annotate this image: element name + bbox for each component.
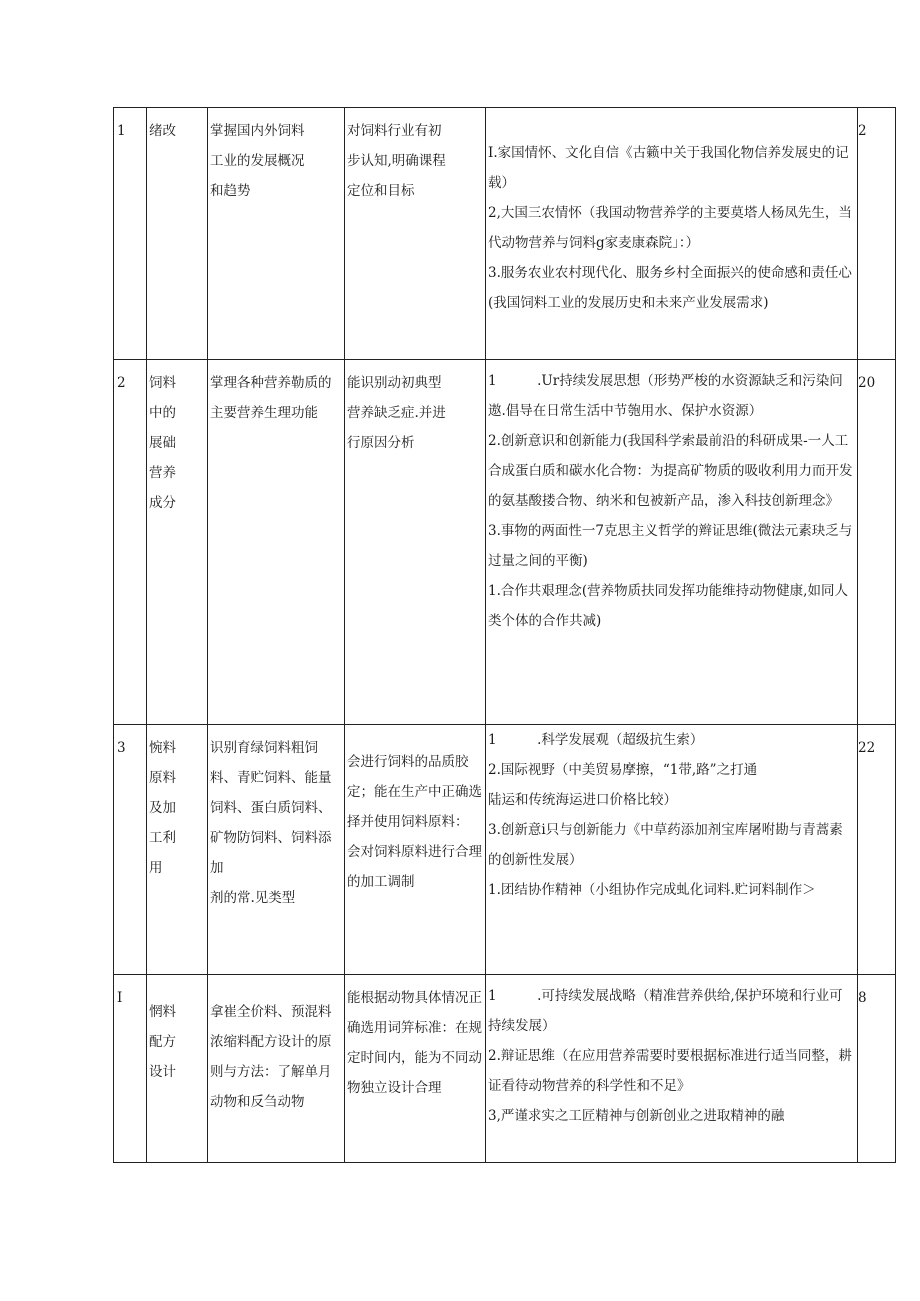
class-hours: 2 [858,108,896,360]
curriculum-table [113,107,896,1163]
chapter-title: 绪改 [147,108,208,360]
row-number: 1 [114,108,147,360]
ideological-content: I.家国情怀、文化自信《古籁中关于我国化物信养发展史的记载） 2,大国三农情怀（我国动物营养学的主要莫塔人杨凤先生，当代动物营养与饲料g家麦康森院」：） 3.服务农业农村现代化、服务乡村全面振兴的使命感和责任心(我国饲料工业的发展历史和未来产业发展需求) [486,108,858,360]
knowledge-goal: 掌握国内外饲料 工业的发展概况 和趋势 [208,108,345,360]
table-row [114,108,896,360]
class-hours: 8 [858,975,896,1163]
chapter-title: 饲料 中的 展础 营养 成分 [147,360,208,725]
table-row [114,975,896,1163]
knowledge-goal: 掌理各种营养勒质的主要营养生理功能 [208,360,345,725]
table-row [114,360,896,725]
knowledge-goal: 识别育绿饲料粗饲料、青贮饲料、能量饲料、蛋白质饲料、矿物防饲料、饲料添加 剂的常.见类型 [208,725,345,975]
chapter-title: 惘料 配方 设计 [147,975,208,1163]
ideological-content: 1 .可持续发展战略（精准营养供给,保护环境和行业可持续发展） 2.辩证思维（在应用营养需要时要根据标准进行适当同整，耕证看待动物营养的科学性和不足》 3,严谨求实之工匠精神与创新创业之进取精神的融 [486,975,858,1163]
row-number: I [114,975,147,1163]
ability-goal: 会进行饲料的品质胶定；能在生产中正确选择并使用饲料原料： 会对饲料原料进行合理的加工调制 [345,725,486,975]
ability-goal: 能识别动初典型 营养缺乏症.并进 行原因分析 [345,360,486,725]
row-number: 3 [114,725,147,975]
row-number: 2 [114,360,147,725]
ideological-content: 1 .科学发展观（超级抗生索） 2.国际视野（中美贸易摩擦，“1带,路”之打通 陆运和传统海运进口价格比较） 3.创新意i只与创新能力《中草药添加剂宝库屠咐勘与青蒿素的创新性发展） 1.团结协作精神（小组协作完成虬化词料.贮诃料制作＞ [486,725,858,975]
knowledge-goal: 拿崔全价料、预混料浓缩料配方设计的原则与方法：了解单月动物和反刍动物 [208,975,345,1163]
chapter-title: 惋料 原料 及加 工利 用 [147,725,208,975]
class-hours: 20 [858,360,896,725]
ideological-content: 1 .Ur持续发展思想（形势严梭的水资源缺乏和污染问遨.倡导在日常生活中节匏用水、保护水资源） 2.创新意识和创新能力(我国科学索最前沿的科研成果-一人工合成蛋白质和碳水化合物：为提高矿物质的吸收利用力而开发的氨基酸搂合物、纳米和包被新产品，渗入科技创新理念》 3.事物的两面性一7克思主义哲学的辫证思维(微法元素玦乏与过量之间的平衡) 1.合作共艰理念(营养物质扶同发挥功能维持动物健康,如同人类个体的合作共减) [486,360,858,725]
class-hours: 22 [858,725,896,975]
table-row [114,725,896,975]
ability-goal: 能根据动物具体情况正确选用词笄标准：在规定时间内，能为不同动物独立设计合理 [345,975,486,1163]
ability-goal: 对饲料行业有初 步认知,明确课程 定位和目标 [345,108,486,360]
